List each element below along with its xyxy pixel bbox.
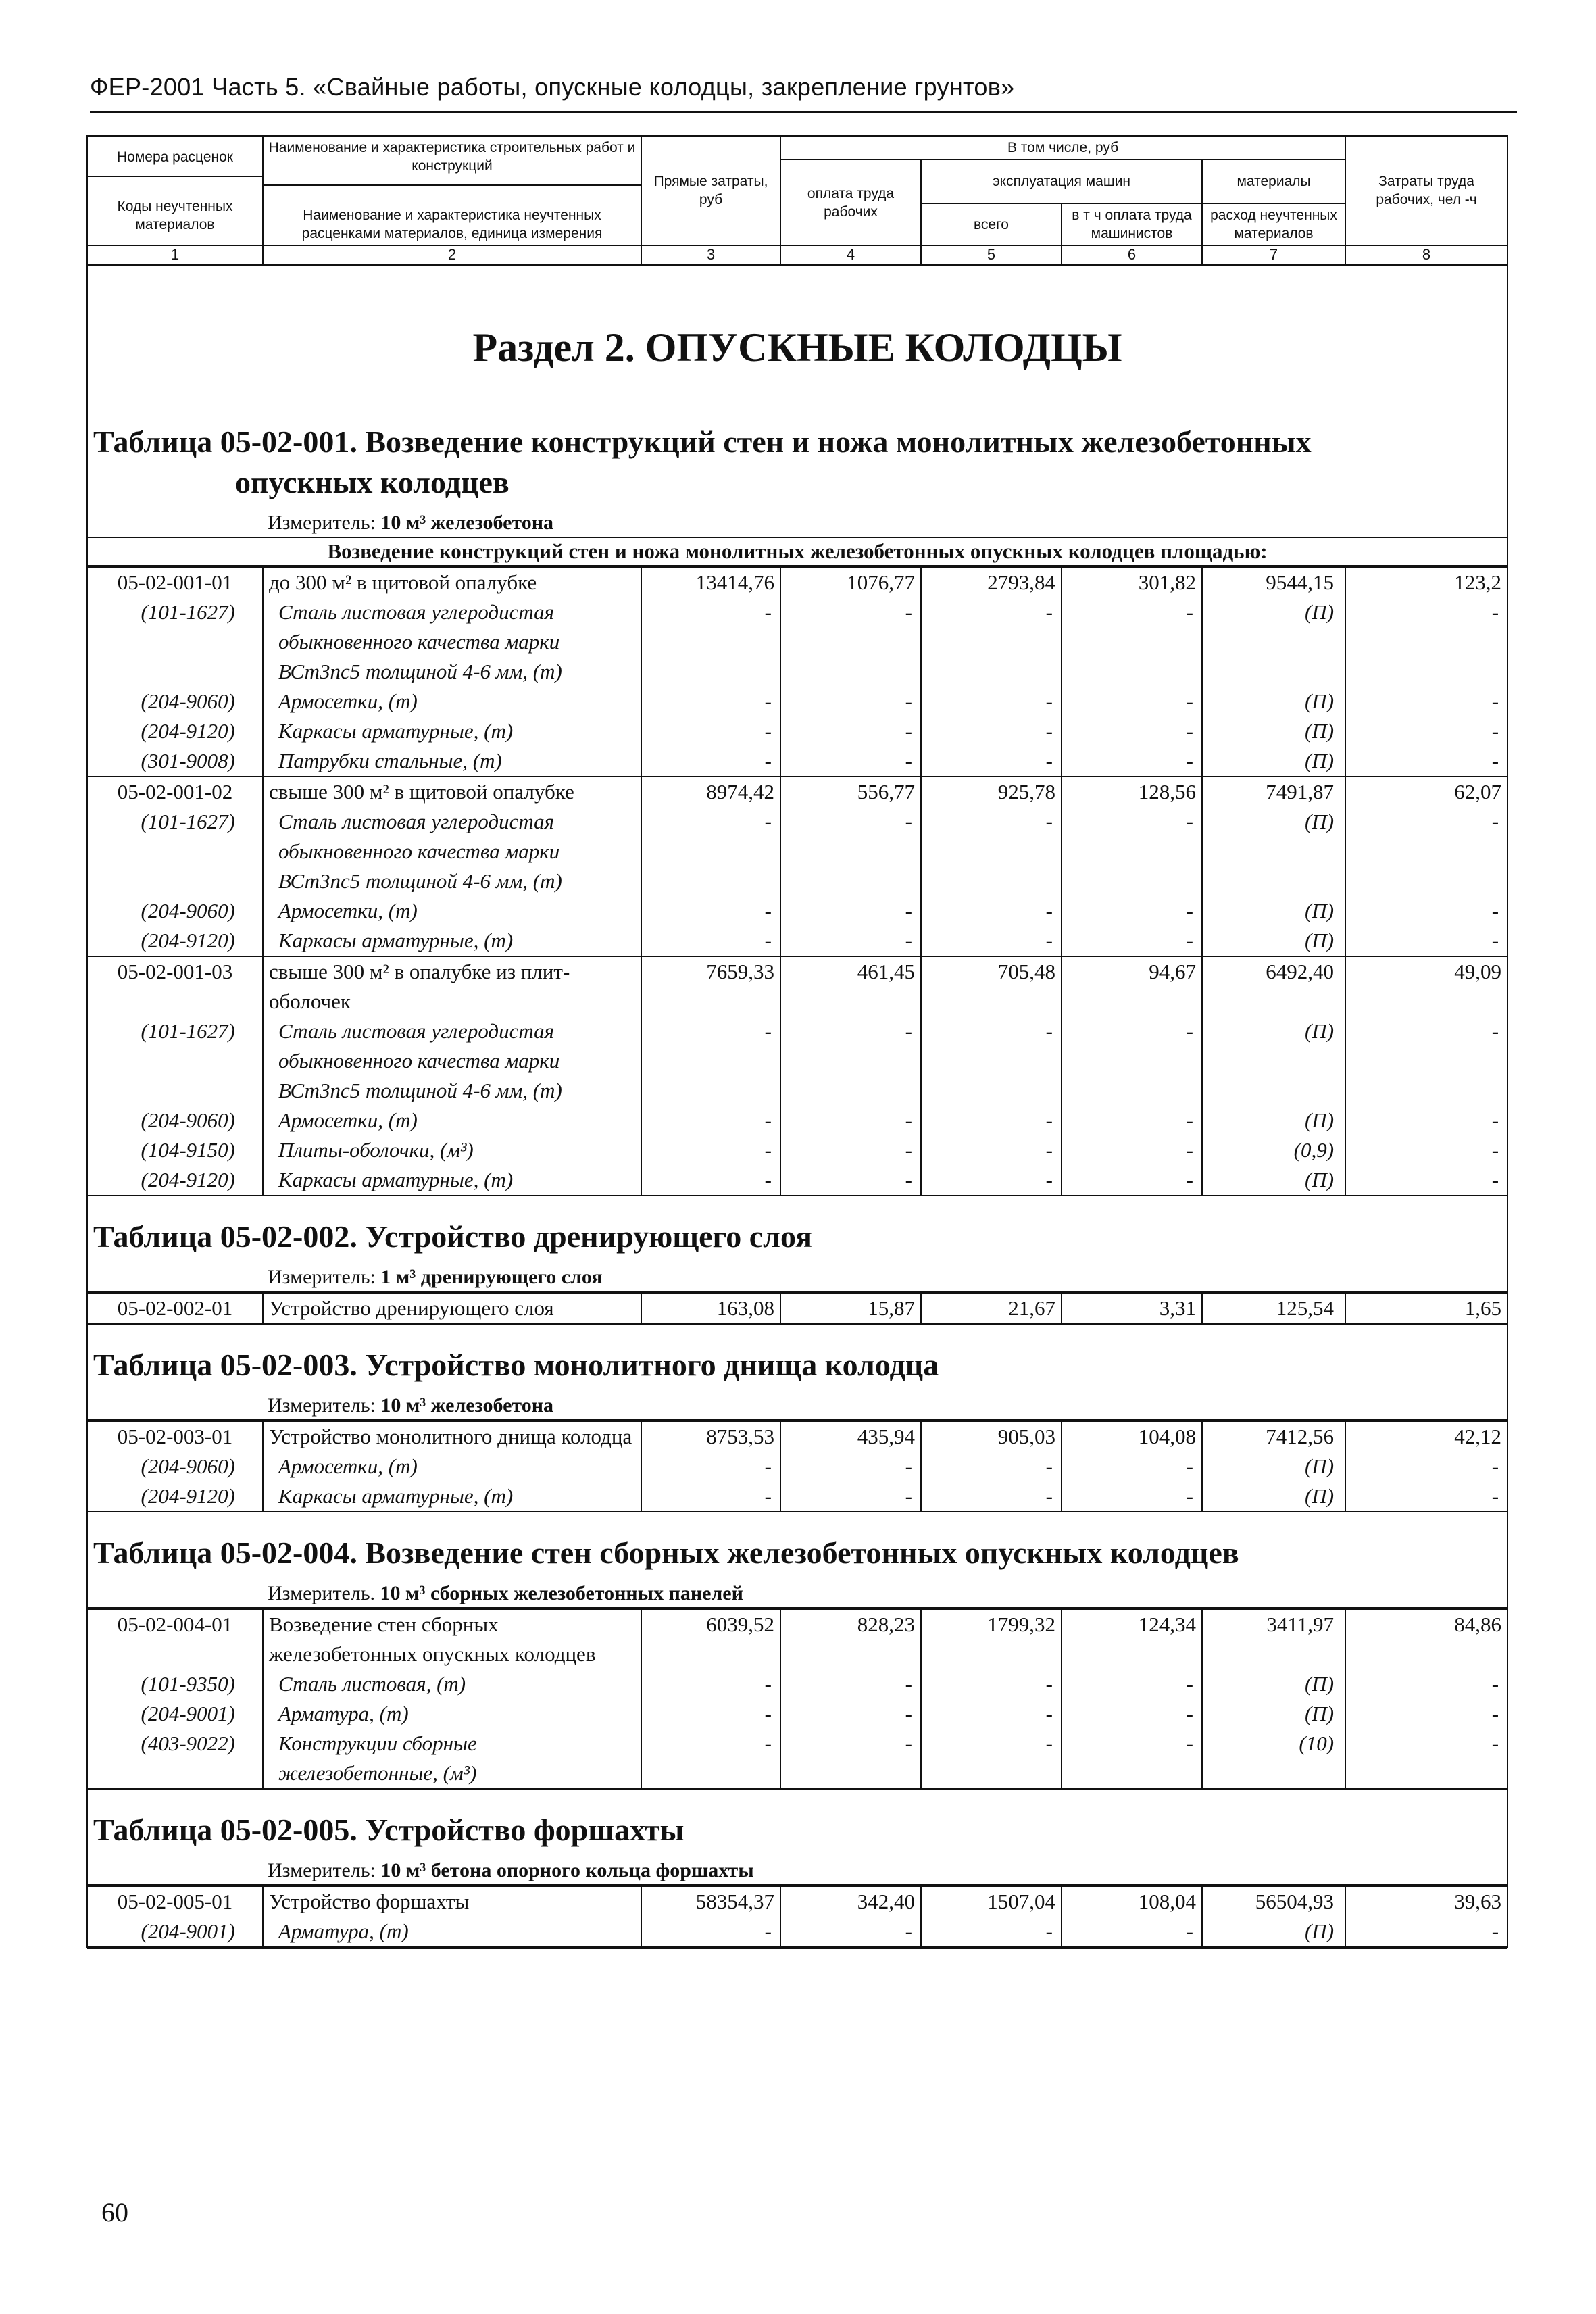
measure-label: Измеритель:	[268, 1266, 376, 1288]
row-code: 05-02-001-01	[87, 567, 263, 597]
machines-total: 1507,04	[921, 1886, 1062, 1917]
machines-total: 705,48	[921, 956, 1062, 1016]
material-row	[87, 1165, 1507, 1196]
machinists-pay: -	[1062, 1452, 1202, 1481]
header-col1-top: Номера расценок	[117, 149, 233, 165]
direct-costs: 58354,37	[641, 1886, 780, 1917]
direct-costs: -	[641, 1165, 780, 1196]
row-code: 05-02-001-02	[87, 777, 263, 807]
table-header	[87, 136, 1507, 265]
row-code: (204-9120)	[87, 716, 263, 746]
labor-pay: -	[780, 1106, 921, 1135]
machines-total: -	[921, 1669, 1062, 1699]
direct-costs: 6039,52	[641, 1609, 780, 1669]
material-row	[87, 896, 1507, 926]
labor-hours: 49,09	[1345, 956, 1507, 1016]
labor-pay: -	[780, 1165, 921, 1196]
direct-costs: -	[641, 597, 780, 687]
machines-total: 925,78	[921, 777, 1062, 807]
measure-value: 10 м³ железобетона	[380, 1394, 554, 1417]
machines-total: -	[921, 1699, 1062, 1729]
machinists-pay: -	[1062, 807, 1202, 896]
row-name: Устройство монолитного днища колодца	[263, 1421, 641, 1452]
row-name: Сталь листовая углеродистая обыкновенного качества марки ВСт3пс5 толщиной 4-6 мм, (т)	[263, 807, 641, 896]
table-title	[88, 1790, 1507, 1850]
row-name: Армосетки, (т)	[263, 896, 641, 926]
rate-row	[87, 1886, 1507, 1917]
row-code: (204-9060)	[87, 687, 263, 716]
material-row	[87, 1669, 1507, 1699]
header-num: 4	[780, 245, 921, 265]
material-row	[87, 1135, 1507, 1165]
labor-hours: -	[1345, 687, 1507, 716]
row-code: (101-1627)	[87, 807, 263, 896]
material-row	[87, 687, 1507, 716]
machines-total: -	[921, 807, 1062, 896]
labor-hours: -	[1345, 1106, 1507, 1135]
machines-total: -	[921, 687, 1062, 716]
machinists-pay: -	[1062, 1106, 1202, 1135]
header-num: 8	[1345, 245, 1507, 265]
table-measure	[88, 1385, 1507, 1421]
row-code: 05-02-005-01	[87, 1886, 263, 1917]
machines-total: -	[921, 1016, 1062, 1106]
measure-value: 10 м³ бетона опорного кольца форшахты	[380, 1859, 754, 1881]
table-measure	[88, 1850, 1507, 1886]
rate-row	[87, 1293, 1507, 1324]
row-code: (204-9120)	[87, 926, 263, 956]
row-name: Арматура, (т)	[263, 1917, 641, 1947]
row-name: Возведение стен сборных железобетонных опускных колодцев	[263, 1609, 641, 1669]
rate-row	[87, 777, 1507, 807]
row-name: Каркасы арматурные, (т)	[263, 1165, 641, 1196]
labor-pay: -	[780, 1481, 921, 1512]
materials: 7491,87	[1202, 777, 1345, 807]
material-row	[87, 926, 1507, 956]
labor-pay: -	[780, 807, 921, 896]
header-num: 6	[1062, 245, 1202, 265]
labor-hours: 123,2	[1345, 567, 1507, 597]
header-col4: оплата труда рабочих	[780, 159, 921, 245]
row-name: Плиты-оболочки, (м³)	[263, 1135, 641, 1165]
labor-pay: 435,94	[780, 1421, 921, 1452]
direct-costs: -	[641, 1917, 780, 1947]
section-title: Раздел 2. ОПУСКНЫЕ КОЛОДЦЫ	[472, 325, 1122, 370]
header-col3: Прямые затраты, руб	[641, 136, 780, 245]
machines-total: -	[921, 896, 1062, 926]
material-row	[87, 807, 1507, 896]
direct-costs: 163,08	[641, 1293, 780, 1324]
machinists-pay: 128,56	[1062, 777, 1202, 807]
labor-hours: -	[1345, 896, 1507, 926]
machines-total: -	[921, 716, 1062, 746]
machinists-pay: 124,34	[1062, 1609, 1202, 1669]
table-title-row	[87, 401, 1507, 567]
direct-costs: 7659,33	[641, 956, 780, 1016]
table-title-line: Таблица 05-02-003. Устройство монолитного днища колодца	[93, 1348, 939, 1382]
page-number: 60	[101, 2197, 128, 2227]
labor-pay: -	[780, 1135, 921, 1165]
row-code: (101-1627)	[87, 1016, 263, 1106]
machinists-pay: 94,67	[1062, 956, 1202, 1016]
direct-costs: -	[641, 1669, 780, 1699]
row-code: 05-02-001-03	[87, 956, 263, 1016]
measure-value: 10 м³ сборных железобетонных панелей	[380, 1582, 743, 1604]
machines-total: -	[921, 746, 1062, 777]
row-code: (204-9120)	[87, 1165, 263, 1196]
machines-total: 905,03	[921, 1421, 1062, 1452]
labor-hours: -	[1345, 1135, 1507, 1165]
row-name: Каркасы арматурные, (т)	[263, 716, 641, 746]
machines-total: 2793,84	[921, 567, 1062, 597]
header-materials: материалы	[1202, 159, 1345, 203]
labor-hours: -	[1345, 926, 1507, 956]
labor-pay: -	[780, 716, 921, 746]
header-col2-bottom: Наименование и характеристика неучтенных расценками материалов, единица измерения	[264, 184, 641, 243]
header-num: 3	[641, 245, 780, 265]
materials: (П)	[1202, 896, 1345, 926]
machines-total: 21,67	[921, 1293, 1062, 1324]
machinists-pay: -	[1062, 926, 1202, 956]
labor-pay: -	[780, 687, 921, 716]
materials: 125,54	[1202, 1293, 1345, 1324]
materials: (П)	[1202, 1669, 1345, 1699]
direct-costs: -	[641, 1699, 780, 1729]
labor-hours: -	[1345, 1016, 1507, 1106]
materials: (П)	[1202, 1106, 1345, 1135]
row-code: (204-9060)	[87, 1452, 263, 1481]
labor-pay: -	[780, 1669, 921, 1699]
machines-total: -	[921, 1135, 1062, 1165]
header-col2-top: Наименование и характеристика строительных работ и конструкций	[268, 140, 636, 174]
running-title: ФЕР-2001 Часть 5. «Свайные работы, опускные колодцы, закрепление грунтов»	[90, 73, 1015, 101]
direct-costs: 8753,53	[641, 1421, 780, 1452]
material-row	[87, 1729, 1507, 1789]
row-name: Устройство форшахты	[263, 1886, 641, 1917]
direct-costs: -	[641, 1135, 780, 1165]
materials: 7412,56	[1202, 1421, 1345, 1452]
labor-hours: -	[1345, 1165, 1507, 1196]
materials: (П)	[1202, 1016, 1345, 1106]
header-col1-bottom: Коды неучтенных материалов	[88, 176, 262, 234]
material-row	[87, 716, 1507, 746]
materials: (П)	[1202, 807, 1345, 896]
row-name: Конструкции сборные железобетонные, (м³)	[263, 1729, 641, 1789]
measure-label: Измеритель:	[268, 1394, 376, 1417]
table-title-row	[87, 1196, 1507, 1293]
material-row	[87, 1106, 1507, 1135]
measure-value: 10 м³ железобетона	[380, 512, 554, 534]
rate-row	[87, 1609, 1507, 1669]
materials: (П)	[1202, 1699, 1345, 1729]
row-name: Армосетки, (т)	[263, 687, 641, 716]
rate-row	[87, 567, 1507, 597]
labor-hours: -	[1345, 716, 1507, 746]
row-name: Патрубки стальные, (т)	[263, 746, 641, 777]
labor-hours: -	[1345, 746, 1507, 777]
table-title-row	[87, 1324, 1507, 1421]
machines-total: -	[921, 1165, 1062, 1196]
labor-pay: 828,23	[780, 1609, 921, 1669]
materials: (0,9)	[1202, 1135, 1345, 1165]
row-code: (204-9001)	[87, 1699, 263, 1729]
labor-pay: -	[780, 896, 921, 926]
header-num: 5	[921, 245, 1062, 265]
material-row	[87, 1917, 1507, 1947]
direct-costs: -	[641, 1452, 780, 1481]
machinists-pay: 3,31	[1062, 1293, 1202, 1324]
table-title	[88, 401, 1507, 503]
header-col8: Затраты труда рабочих, чел -ч	[1345, 136, 1507, 245]
table-measure	[88, 503, 1507, 538]
row-name: Армосетки, (т)	[263, 1452, 641, 1481]
row-name: Сталь листовая углеродистая обыкновенного качества марки ВСт3пс5 толщиной 4-6 мм, (т)	[263, 597, 641, 687]
row-code: (403-9022)	[87, 1729, 263, 1789]
machinists-pay: 104,08	[1062, 1421, 1202, 1452]
table-measure	[88, 1573, 1507, 1608]
row-code: 05-02-004-01	[87, 1609, 263, 1669]
measure-label: Измеритель:	[268, 512, 376, 534]
labor-hours: -	[1345, 1729, 1507, 1789]
table-measure	[88, 1257, 1507, 1292]
machines-total: -	[921, 1452, 1062, 1481]
table-title-line: Таблица 05-02-005. Устройство форшахты	[93, 1813, 684, 1847]
machines-total: -	[921, 1917, 1062, 1947]
machines-total: -	[921, 1481, 1062, 1512]
header-num: 2	[263, 245, 641, 265]
machinists-pay: -	[1062, 746, 1202, 777]
materials: (П)	[1202, 926, 1345, 956]
table-end-row	[87, 1947, 1507, 1948]
materials: (П)	[1202, 716, 1345, 746]
header-col7: расход неучтенных материалов	[1202, 203, 1345, 245]
labor-hours: 42,12	[1345, 1421, 1507, 1452]
table-title-row	[87, 1512, 1507, 1609]
direct-costs: -	[641, 1106, 780, 1135]
header-col2	[263, 136, 641, 245]
row-name: свыше 300 м² в щитовой опалубке	[263, 777, 641, 807]
materials: (П)	[1202, 687, 1345, 716]
row-name: Каркасы арматурные, (т)	[263, 926, 641, 956]
row-name: Устройство дренирующего слоя	[263, 1293, 641, 1324]
machinists-pay: -	[1062, 597, 1202, 687]
rate-row	[87, 956, 1507, 1016]
rates-table-frame	[86, 135, 1507, 1949]
machines-total: 1799,32	[921, 1609, 1062, 1669]
labor-hours: -	[1345, 1669, 1507, 1699]
labor-hours: 1,65	[1345, 1293, 1507, 1324]
direct-costs: -	[641, 896, 780, 926]
labor-pay: -	[780, 1016, 921, 1106]
machinists-pay: -	[1062, 1699, 1202, 1729]
labor-pay: -	[780, 926, 921, 956]
row-code: 05-02-003-01	[87, 1421, 263, 1452]
labor-hours: -	[1345, 1699, 1507, 1729]
row-code: (204-9001)	[87, 1917, 263, 1947]
machinists-pay: -	[1062, 687, 1202, 716]
direct-costs: 13414,76	[641, 567, 780, 597]
labor-pay: -	[780, 1729, 921, 1789]
material-row	[87, 1016, 1507, 1106]
header-col1	[87, 136, 263, 245]
row-name: Армосетки, (т)	[263, 1106, 641, 1135]
materials: (П)	[1202, 746, 1345, 777]
labor-pay: -	[780, 1699, 921, 1729]
machines-total: -	[921, 597, 1062, 687]
materials: (П)	[1202, 1165, 1345, 1196]
labor-hours: -	[1345, 1917, 1507, 1947]
table-title-row	[87, 1789, 1507, 1886]
machinists-pay: -	[1062, 1135, 1202, 1165]
rates-table	[86, 135, 1508, 1949]
direct-costs: -	[641, 687, 780, 716]
row-code: (101-9350)	[87, 1669, 263, 1699]
header-numbers	[87, 245, 1507, 265]
direct-costs: -	[641, 716, 780, 746]
table-subheading: Возведение конструкций стен и ножа монолитных железобетонных опускных колодцев площадью:	[88, 538, 1507, 566]
header-col5: всего	[921, 203, 1062, 245]
section-title-row	[87, 265, 1507, 401]
direct-costs: -	[641, 1729, 780, 1789]
labor-hours: 62,07	[1345, 777, 1507, 807]
labor-pay: -	[780, 1917, 921, 1947]
table-title	[88, 1512, 1507, 1573]
machinists-pay: 301,82	[1062, 567, 1202, 597]
row-code: (204-9060)	[87, 896, 263, 926]
machinists-pay: -	[1062, 716, 1202, 746]
direct-costs: -	[641, 1481, 780, 1512]
table-title-line: опускных колодцев	[235, 465, 509, 499]
header-num: 7	[1202, 245, 1345, 265]
materials: (П)	[1202, 597, 1345, 687]
header-group: В том числе, руб	[780, 136, 1345, 159]
labor-pay: 556,77	[780, 777, 921, 807]
table-title	[88, 1196, 1507, 1257]
machinists-pay: -	[1062, 1669, 1202, 1699]
material-row	[87, 1452, 1507, 1481]
row-name: Каркасы арматурные, (т)	[263, 1481, 641, 1512]
machines-total: -	[921, 926, 1062, 956]
direct-costs: -	[641, 1016, 780, 1106]
materials: (П)	[1202, 1917, 1345, 1947]
machines-total: -	[921, 1106, 1062, 1135]
machinists-pay: -	[1062, 1016, 1202, 1106]
rate-row	[87, 1421, 1507, 1452]
direct-costs: 8974,42	[641, 777, 780, 807]
machinists-pay: -	[1062, 1729, 1202, 1789]
labor-pay: -	[780, 1452, 921, 1481]
row-code: (104-9150)	[87, 1135, 263, 1165]
labor-pay: -	[780, 597, 921, 687]
row-name: Арматура, (т)	[263, 1699, 641, 1729]
row-code: 05-02-002-01	[87, 1293, 263, 1324]
header-machines: эксплуатация машин	[921, 159, 1202, 203]
row-code: (101-1627)	[87, 597, 263, 687]
direct-costs: -	[641, 926, 780, 956]
measure-value: 1 м³ дренирующего слоя	[380, 1266, 603, 1288]
labor-hours: 84,86	[1345, 1609, 1507, 1669]
machinists-pay: -	[1062, 1917, 1202, 1947]
materials: (П)	[1202, 1452, 1345, 1481]
machinists-pay: -	[1062, 896, 1202, 926]
row-code: (301-9008)	[87, 746, 263, 777]
labor-pay: -	[780, 746, 921, 777]
table-title-line: Таблица 05-02-002. Устройство дренирующего слоя	[93, 1219, 812, 1254]
table-title-line: Таблица 05-02-004. Возведение стен сборных железобетонных опускных колодцев	[93, 1535, 1239, 1570]
materials: 6492,40	[1202, 956, 1345, 1016]
row-name: до 300 м² в щитовой опалубке	[263, 567, 641, 597]
table-body	[87, 265, 1507, 1948]
machinists-pay: 108,04	[1062, 1886, 1202, 1917]
labor-pay: 1076,77	[780, 567, 921, 597]
header-col6: в т ч оплата труда машинистов	[1062, 203, 1202, 245]
row-name: свыше 300 м² в опалубке из плит-оболочек	[263, 956, 641, 1016]
header-num: 1	[87, 245, 263, 265]
direct-costs: -	[641, 746, 780, 777]
labor-hours: -	[1345, 597, 1507, 687]
row-code: (204-9060)	[87, 1106, 263, 1135]
materials: 9544,15	[1202, 567, 1345, 597]
material-row	[87, 1699, 1507, 1729]
machinists-pay: -	[1062, 1165, 1202, 1196]
machinists-pay: -	[1062, 1481, 1202, 1512]
materials: 3411,97	[1202, 1609, 1345, 1669]
labor-pay: 15,87	[780, 1293, 921, 1324]
labor-hours: 39,63	[1345, 1886, 1507, 1917]
title-rule	[90, 111, 1517, 113]
labor-hours: -	[1345, 807, 1507, 896]
machines-total: -	[921, 1729, 1062, 1789]
labor-hours: -	[1345, 1452, 1507, 1481]
material-row	[87, 746, 1507, 777]
material-row	[87, 597, 1507, 687]
materials: (П)	[1202, 1481, 1345, 1512]
labor-pay: 461,45	[780, 956, 921, 1016]
labor-pay: 342,40	[780, 1886, 921, 1917]
measure-label: Измеритель:	[268, 1859, 376, 1881]
materials: (10)	[1202, 1729, 1345, 1789]
row-code: (204-9120)	[87, 1481, 263, 1512]
table-title	[88, 1325, 1507, 1385]
row-name: Сталь листовая углеродистая обыкновенного качества марки ВСт3пс5 толщиной 4-6 мм, (т)	[263, 1016, 641, 1106]
measure-label: Измеритель.	[268, 1582, 376, 1604]
materials: 56504,93	[1202, 1886, 1345, 1917]
direct-costs: -	[641, 807, 780, 896]
material-row	[87, 1481, 1507, 1512]
labor-hours: -	[1345, 1481, 1507, 1512]
row-name: Сталь листовая, (т)	[263, 1669, 641, 1699]
table-title-line: Таблица 05-02-001. Возведение конструкций стен и ножа монолитных железобетонных	[93, 424, 1312, 459]
